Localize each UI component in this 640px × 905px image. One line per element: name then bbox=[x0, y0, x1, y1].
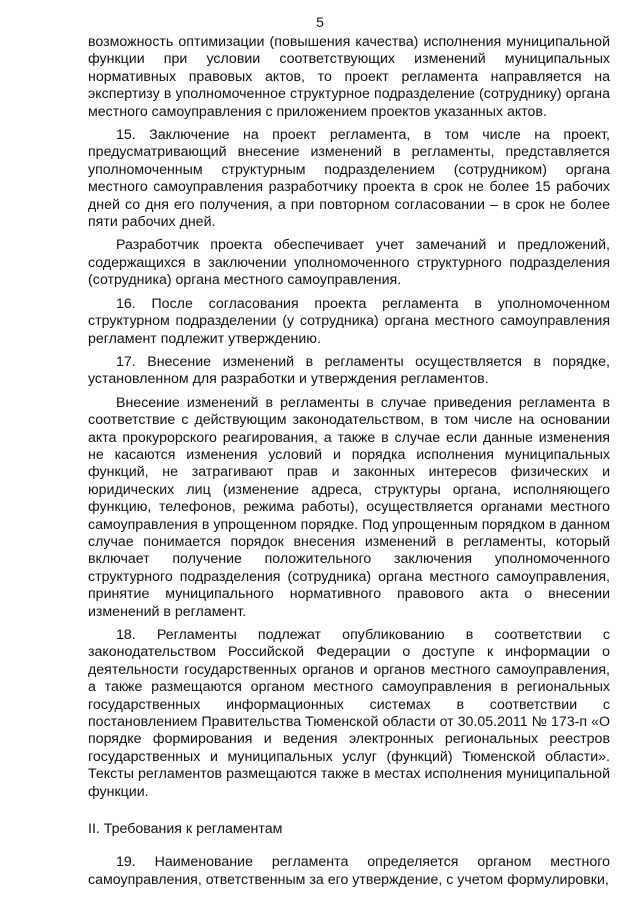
paragraph-developer-remarks: Разработчик проекта обеспечивает учет замечаний и предложений, содержащихся в заключении уполномоченного структурного подразделения (сотрудника) органа местного самоуправления. bbox=[88, 237, 610, 289]
paragraph-19: 19. Наименование регламента определяется органом местного самоуправления, ответственным за его утверждение, с учетом формулировки, bbox=[88, 854, 610, 888]
section-heading: II. Требования к регламентам bbox=[88, 821, 283, 838]
paragraph-continuation: возможность оптимизации (повышения качества) исполнения муниципальной функции при условии соответствующих изменений муниципальных нормативных правовых актов, то проект регламента направляется на экспертизу в уполномоченное структурное подразделение (сотруднику) органа местного самоуправления с приложением проектов указанных актов. bbox=[88, 34, 610, 120]
paragraph-16: 16. После согласования проекта регламента в уполномоченном структурном подразделении (у сотрудника) органа местного самоуправления регламент подлежит утверждению. bbox=[88, 295, 610, 347]
paragraph-15: 15. Заключение на проект регламента, в том числе на проект, предусматривающий внесение изменений в регламенты, представляется уполномоченным структурным подразделением (сотрудником) органа местного самоуправления разработчику проекта в срок не более 15 рабочих дней со дня его получения, а при повторном согласовании – в срок не более пяти рабочих дней. bbox=[88, 127, 610, 231]
paragraph-18: 18. Регламенты подлежат опубликованию в соответствии с законодательством Российской Федерации о доступе к информации о деятельности государственных органов и органов местного самоуправления, а также размещаются органом местного самоуправления в региональных государственных информационных системах в соответствии с постановлением Правительства Тюменской области от 30.05.2011 № 173-п «О порядке формирования и ведения электронных региональных реестров государственных и муниципальных услуг (функций) Тюменской области». Тексты регламентов размещаются также в местах исполнения муниципальной функции. bbox=[88, 627, 610, 800]
page-number: 5 bbox=[316, 14, 324, 30]
paragraph-17: 17. Внесение изменений в регламенты осуществляется в порядке, установленном для разработки и утверждения регламентов. bbox=[88, 353, 610, 388]
document-body bbox=[88, 34, 610, 895]
paragraph-simplified-procedure: Внесение изменений в регламенты в случае приведения регламента в соответствие с действующим законодательством, в том числе на основании акта прокурорского реагирования, а также в случае если данные изменения не касаются изменения условий и порядка исполнения муниципальных функций, не затрагивают прав и законных интересов физических и юридических лиц (изменение адреса, структуры органа, исполняющего функцию, телефонов, режима работы), осуществляется органами местного самоуправления в упрощенном порядке. Под упрощенным порядком в данном случае понимается порядок внесения изменений в регламенты, который включает получение положительного заключения уполномоченного структурного подразделения (сотрудника) органа местного самоуправления, принятие муниципального нормативного правового акта о внесении изменений в регламент. bbox=[88, 394, 610, 620]
